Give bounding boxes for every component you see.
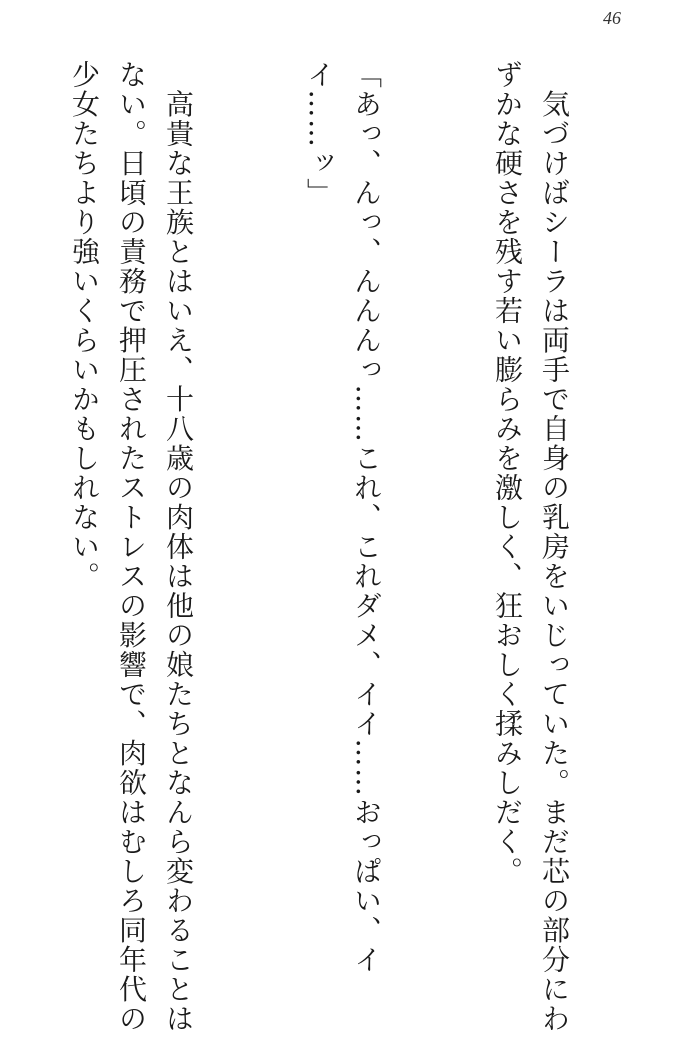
page-number: 46 [603,8,621,28]
paragraph-3: 高貴な王族とはいえ、十八歳の肉体は他の娘たちとなんら変わることはない。日頃の責務で押圧されたストレスの影響で、肉欲はむしろ同年代の少女たちより強いくらいかもしれない。 [68,60,195,1034]
paragraph-2: 「あっ、んっ、んんんっ……これ、これダメ、イイ……おっぱい、イイ……ッ」 [303,60,383,975]
paragraph-1: 気づけばシーラは両手で自身の乳房をいじっていた。まだ芯の部分にわずかな硬さを残す若い膨らみを激しく、狂おしく揉みしだく。 [491,60,571,1034]
novel-text-body [0,60,672,1035]
